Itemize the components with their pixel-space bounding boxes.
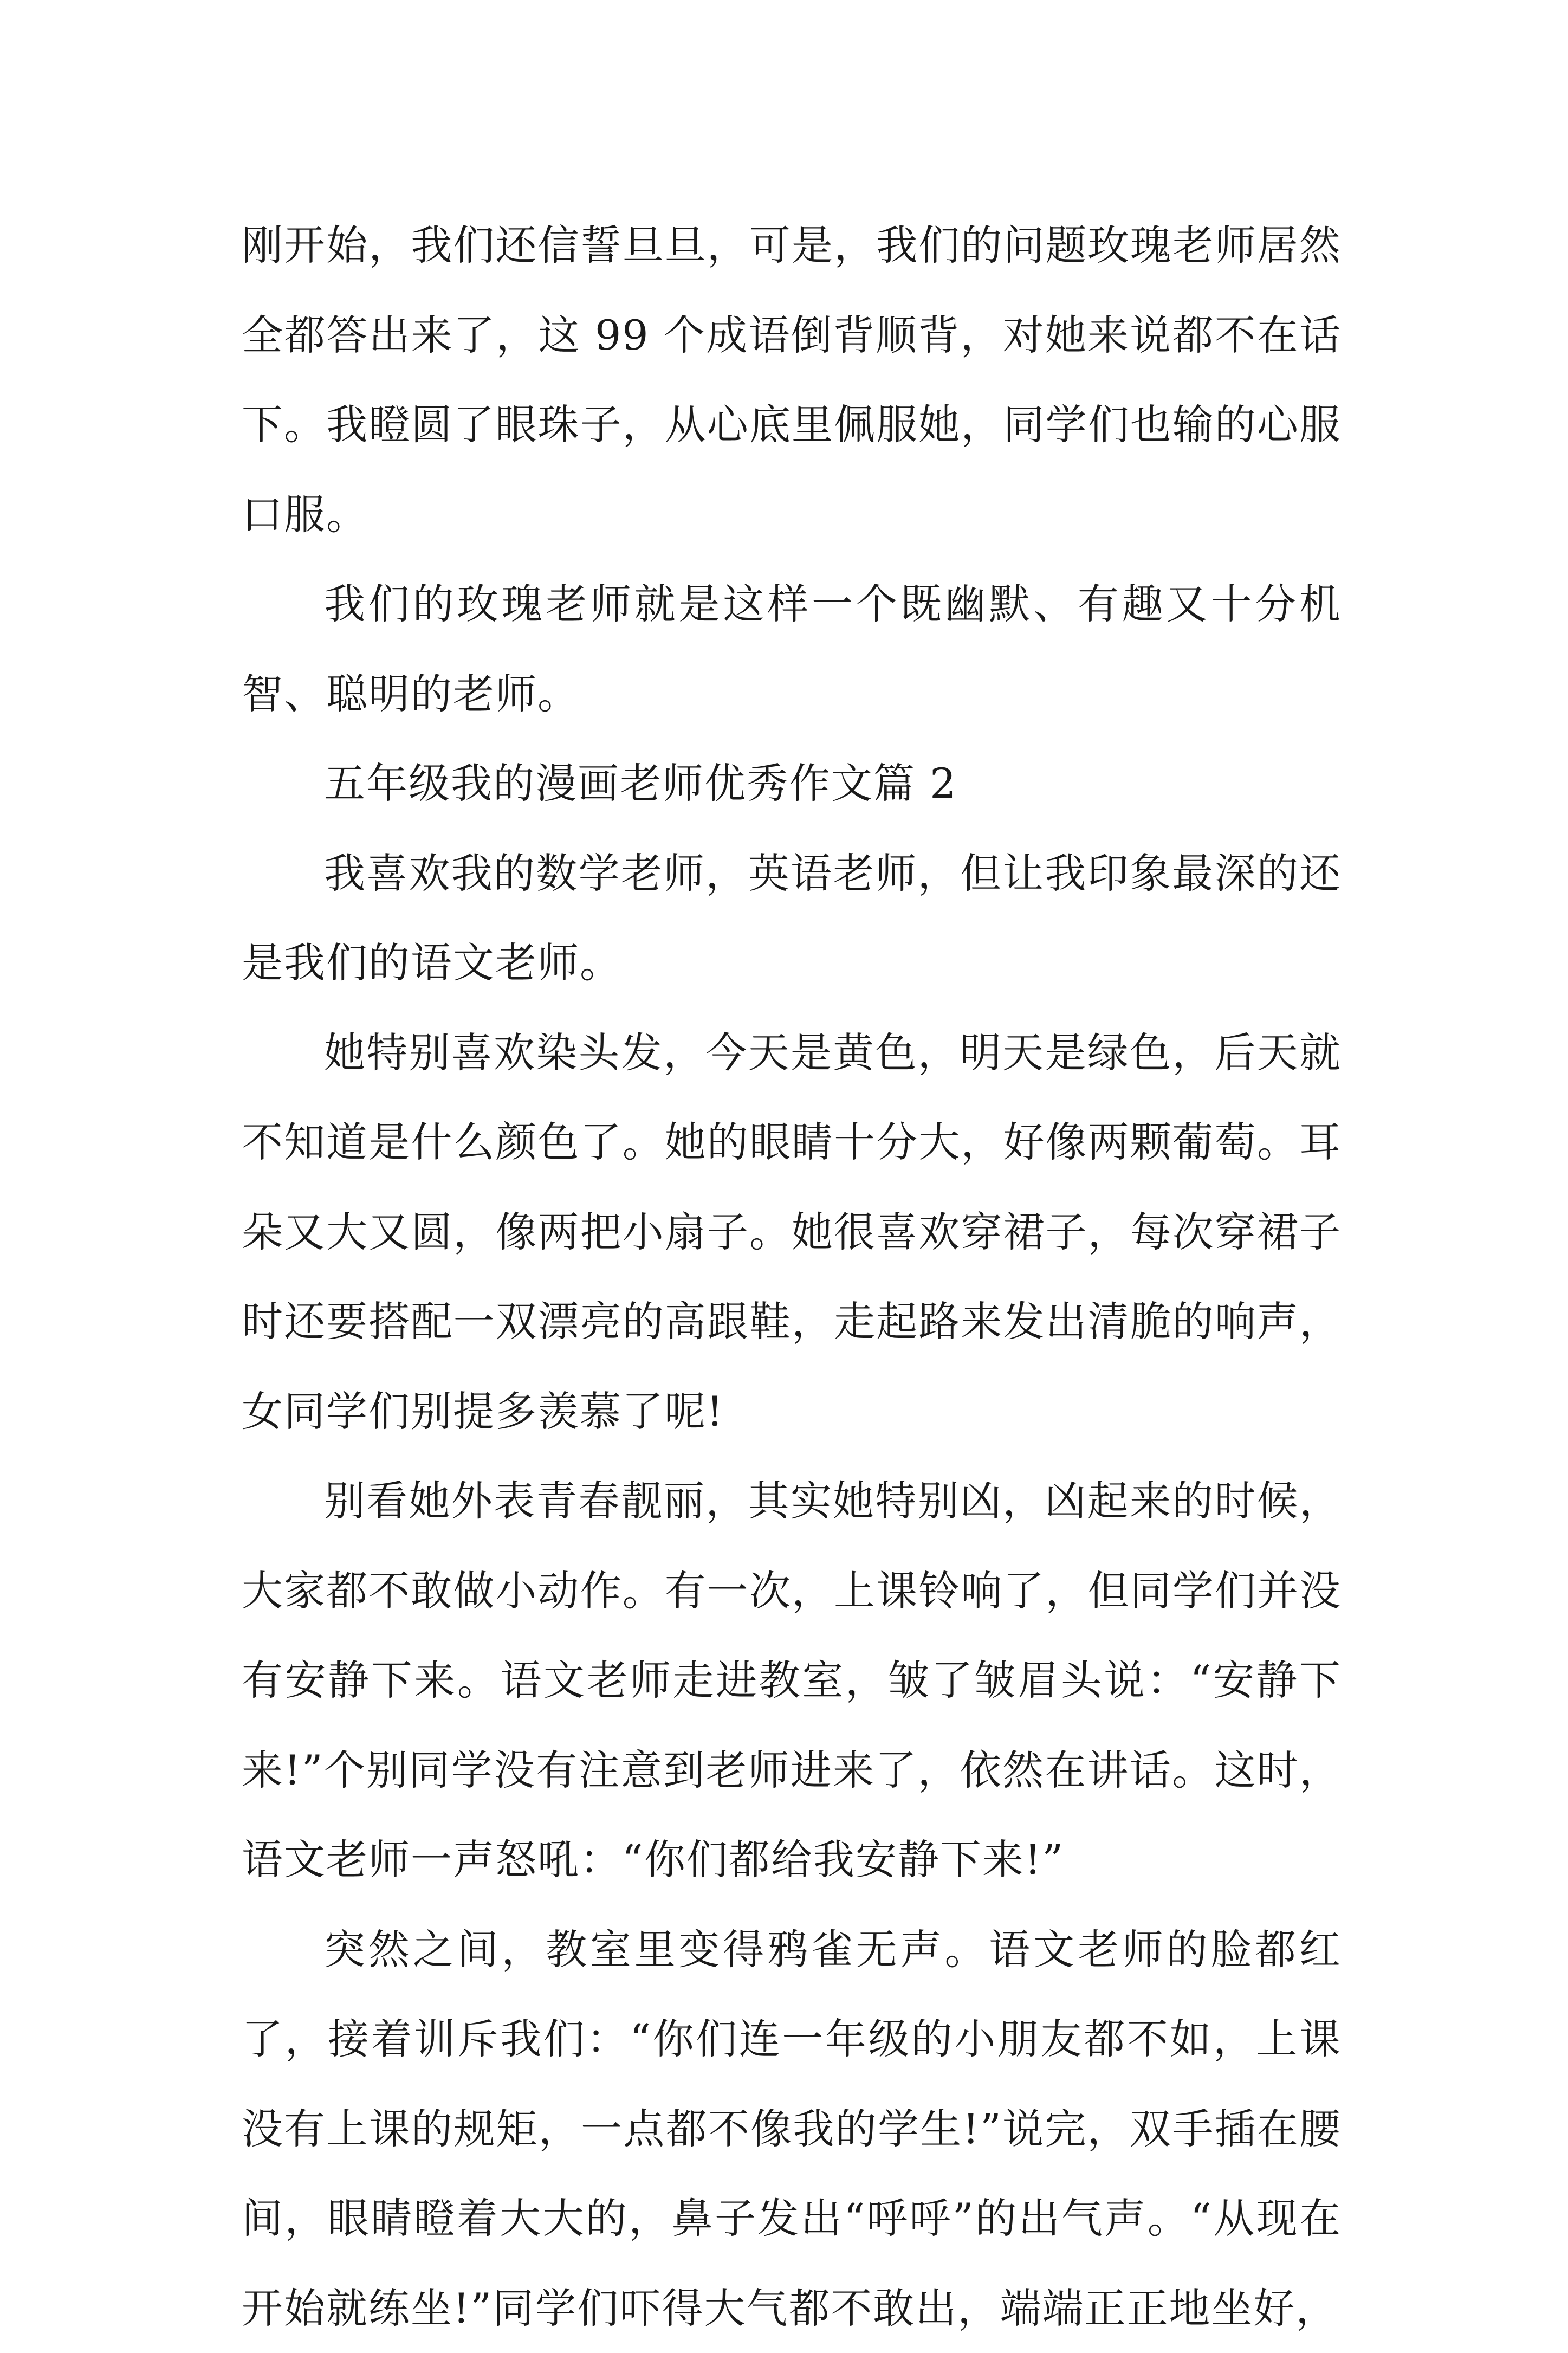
paragraph-continued: 刚开始，我们还信誓旦旦，可是，我们的问题玫瑰老师居然全都答出来了，这 99 个成语倒背顺背，对她来说都不在话下。我瞪圆了眼珠子，从心底里佩服她，同学们也输的心服口服。 xyxy=(242,201,1342,559)
document-body xyxy=(242,201,1342,2353)
paragraph: 她特别喜欢染头发，今天是黄色，明天是绿色，后天就不知道是什么颜色了。她的眼睛十分大，好像两颗葡萄。耳朵又大又圆，像两把小扇子。她很喜欢穿裙子，每次穿裙子时还要搭配一双漂亮的高跟鞋，走起路来发出清脆的响声，女同学们别提多羡慕了呢! xyxy=(242,1008,1342,1457)
paragraph: 我们的玫瑰老师就是这样一个既幽默、有趣又十分机智、聪明的老师。 xyxy=(242,559,1342,739)
paragraph: 突然之间，教室里变得鸦雀无声。语文老师的脸都红了，接着训斥我们：“你们连一年级的小朋友都不如，上课没有上课的规矩，一点都不像我的学生!”说完，双手插在腰间，眼睛瞪着大大的，鼻子发出“呼呼”的出气声。“从现在开始就练坐!”同学们吓得大气都不敢出，端端正正地坐好， xyxy=(242,1905,1342,2353)
paragraph: 我喜欢我的数学老师，英语老师，但让我印象最深的还是我们的语文老师。 xyxy=(242,829,1342,1008)
section-heading: 五年级我的漫画老师优秀作文篇 2 xyxy=(242,739,1342,829)
paragraph: 别看她外表青春靓丽，其实她特别凶，凶起来的时候，大家都不敢做小动作。有一次，上课铃响了，但同学们并没有安静下来。语文老师走进教室，皱了皱眉头说：“安静下来!”个别同学没有注意到老师进来了，依然在讲话。这时，语文老师一声怒吼：“你们都给我安静下来!” xyxy=(242,1456,1342,1905)
